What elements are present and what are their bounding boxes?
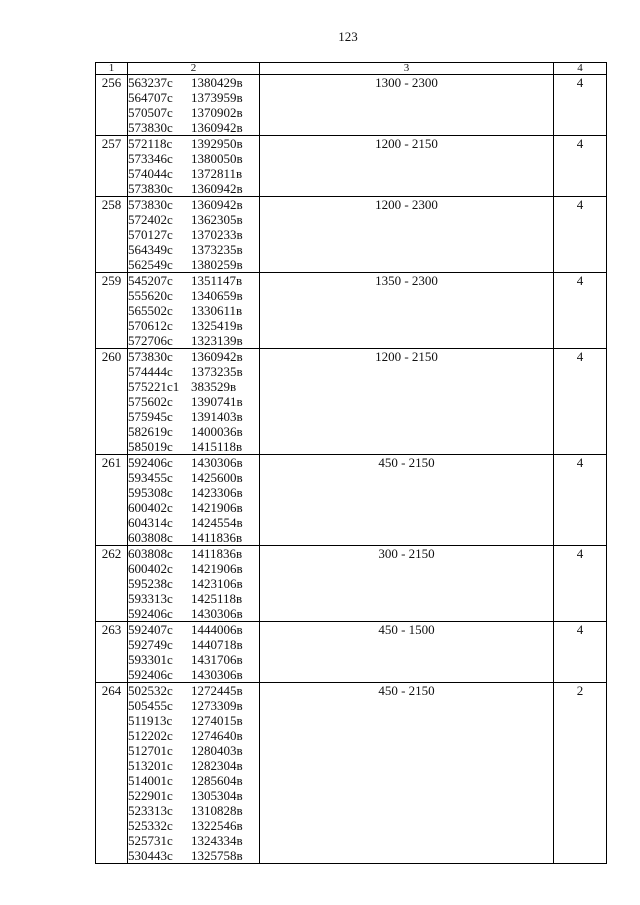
coordinate-longitude: 1351147в <box>191 273 243 288</box>
coordinate-longitude: 1400036в <box>191 424 243 439</box>
table-header-row <box>96 63 607 75</box>
coordinate-line <box>128 273 259 288</box>
coordinate-longitude: 1430306в <box>191 606 243 621</box>
table-row <box>96 683 607 864</box>
table-row <box>96 136 607 197</box>
coordinate-line <box>128 576 259 591</box>
coordinate-longitude: 1285604в <box>191 773 243 788</box>
coordinate-latitude: 573346с <box>128 151 173 166</box>
coordinate-latitude: 603808с <box>128 530 173 545</box>
row-number-cell <box>96 622 128 683</box>
coordinate-latitude: 573830с <box>128 120 173 135</box>
coordinate-line <box>128 257 259 272</box>
coordinate-latitude: 570612с <box>128 318 173 333</box>
coordinate-longitude: 1280403в <box>191 743 243 758</box>
table-row <box>96 349 607 455</box>
row-number-cell <box>96 197 128 273</box>
coordinate-longitude: 1340659в <box>191 288 243 303</box>
coordinate-longitude: 1360942в <box>191 349 243 364</box>
page-number: 123 <box>338 29 358 44</box>
range-value: 450 - 2150 <box>378 455 435 470</box>
coordinate-latitude: 595308с <box>128 485 173 500</box>
table-row <box>96 75 607 136</box>
coordinate-line <box>128 773 259 788</box>
coordinate-longitude: 1424554в <box>191 515 243 530</box>
coordinate-longitude: 1373959в <box>191 90 243 105</box>
coordinate-longitude: 1430306в <box>191 667 243 682</box>
coordinate-line <box>128 758 259 773</box>
coordinate-longitude: 1362305в <box>191 212 243 227</box>
header-col-1: 1 <box>96 63 128 75</box>
coordinate-latitude: 592749с <box>128 637 173 652</box>
row-number-cell <box>96 455 128 546</box>
row-number-cell <box>96 273 128 349</box>
coordinate-latitude: 525731с <box>128 833 173 848</box>
coordinate-line <box>128 788 259 803</box>
coordinate-line <box>128 379 259 394</box>
table-row <box>96 197 607 273</box>
coordinate-latitude: 592406с <box>128 455 173 470</box>
value-cell <box>554 197 607 273</box>
coordinate-latitude: 573830с <box>128 349 173 364</box>
column-4-value: 4 <box>576 136 584 151</box>
range-cell <box>260 75 554 136</box>
coordinate-latitude: 604314с <box>128 515 173 530</box>
coordinate-line <box>128 546 259 561</box>
coordinate-longitude: 1390741в <box>191 394 243 409</box>
coordinate-longitude: 1274015в <box>191 713 243 728</box>
value-cell <box>554 546 607 622</box>
coordinate-line <box>128 197 259 212</box>
row-number: 261 <box>101 455 122 470</box>
coordinate-line <box>128 728 259 743</box>
coordinate-longitude: 1310828в <box>191 803 243 818</box>
range-cell <box>260 197 554 273</box>
coordinate-line <box>128 652 259 667</box>
coordinate-longitude: 383529в <box>191 379 237 394</box>
coordinate-line <box>128 818 259 833</box>
coordinates-cell <box>128 136 260 197</box>
range-value: 450 - 1500 <box>378 622 435 637</box>
coordinate-line <box>128 743 259 758</box>
coordinates-cell <box>128 455 260 546</box>
coordinates-table <box>95 62 607 864</box>
coordinate-latitude: 593301с <box>128 652 173 667</box>
coordinate-latitude: 600402с <box>128 500 173 515</box>
coordinate-line <box>128 394 259 409</box>
coordinate-longitude: 1425118в <box>191 591 243 606</box>
coordinate-line <box>128 561 259 576</box>
coordinate-latitude: 574044с <box>128 166 173 181</box>
coordinate-longitude: 1380050в <box>191 151 243 166</box>
coordinate-longitude: 1415118в <box>191 439 243 454</box>
coordinate-latitude: 600402с <box>128 561 173 576</box>
coordinate-longitude: 1430306в <box>191 455 243 470</box>
coordinates-cell <box>128 273 260 349</box>
table-row <box>96 546 607 622</box>
header-col-3: 3 <box>260 63 554 75</box>
coordinate-longitude: 1421906в <box>191 561 243 576</box>
row-number-cell <box>96 349 128 455</box>
column-4-value: 4 <box>576 546 584 561</box>
table-row <box>96 455 607 546</box>
coordinate-longitude: 1282304в <box>191 758 243 773</box>
coordinate-line <box>128 181 259 196</box>
table-row <box>96 273 607 349</box>
column-4-value: 4 <box>576 349 584 364</box>
coordinates-cell <box>128 349 260 455</box>
coordinate-line <box>128 409 259 424</box>
coordinate-latitude: 570507с <box>128 105 173 120</box>
coordinate-latitude: 525332с <box>128 818 173 833</box>
coordinate-latitude: 574444с <box>128 364 173 379</box>
range-value: 1200 - 2150 <box>375 136 438 151</box>
value-cell <box>554 683 607 864</box>
coordinate-line <box>128 637 259 652</box>
coordinate-longitude: 1440718в <box>191 637 243 652</box>
coordinate-latitude: 545207с <box>128 273 173 288</box>
coordinate-line <box>128 90 259 105</box>
coordinate-latitude: 513201с <box>128 758 173 773</box>
coordinate-line <box>128 166 259 181</box>
coordinate-longitude: 1272445в <box>191 683 243 698</box>
coordinate-line <box>128 683 259 698</box>
coordinate-longitude: 1360942в <box>191 120 243 135</box>
coordinate-longitude: 1370902в <box>191 105 243 120</box>
row-number: 264 <box>101 683 122 698</box>
table-row <box>96 622 607 683</box>
coordinate-latitude: 592407с <box>128 622 173 637</box>
row-number: 258 <box>101 197 122 212</box>
column-4-value: 4 <box>576 455 584 470</box>
range-cell <box>260 622 554 683</box>
coordinate-longitude: 1380259в <box>191 257 243 272</box>
coordinate-line <box>128 713 259 728</box>
coordinate-longitude: 1411836в <box>191 546 243 561</box>
column-4-value: 4 <box>576 273 584 288</box>
coordinate-latitude: 564349с <box>128 242 173 257</box>
coordinate-line <box>128 848 259 863</box>
coordinate-longitude: 1325419в <box>191 318 243 333</box>
coordinate-line <box>128 136 259 151</box>
row-number: 263 <box>101 622 122 637</box>
range-value: 1200 - 2150 <box>375 349 438 364</box>
coordinate-longitude: 1370233в <box>191 227 243 242</box>
coordinate-longitude: 1360942в <box>191 197 243 212</box>
row-number-cell <box>96 75 128 136</box>
range-cell <box>260 349 554 455</box>
row-number-cell <box>96 136 128 197</box>
coordinates-cell <box>128 622 260 683</box>
row-number: 260 <box>101 349 122 364</box>
coordinate-line <box>128 288 259 303</box>
range-value: 1350 - 2300 <box>375 273 438 288</box>
coordinate-longitude: 1322546в <box>191 818 243 833</box>
coordinate-latitude: 573830с <box>128 197 173 212</box>
coordinate-latitude: 530443с <box>128 848 173 863</box>
coordinate-latitude: 572402с <box>128 212 173 227</box>
coordinate-latitude: 575945с <box>128 409 173 424</box>
coordinate-line <box>128 606 259 621</box>
coordinate-line <box>128 515 259 530</box>
column-4-value: 2 <box>576 683 584 698</box>
coordinate-longitude: 1325758в <box>191 848 243 863</box>
coordinate-longitude: 1444006в <box>191 622 243 637</box>
coordinate-latitude: 564707с <box>128 90 173 105</box>
coordinate-longitude: 1423106в <box>191 576 243 591</box>
row-number-cell <box>96 546 128 622</box>
coordinate-line <box>128 591 259 606</box>
value-cell <box>554 75 607 136</box>
coordinate-latitude: 585019с <box>128 439 173 454</box>
coordinate-longitude: 1305304в <box>191 788 243 803</box>
coordinate-latitude: 512202с <box>128 728 173 743</box>
coordinate-latitude: 570127с <box>128 227 173 242</box>
coordinate-longitude: 1330611в <box>191 303 243 318</box>
coordinate-longitude: 1411836в <box>191 530 243 545</box>
coordinate-line <box>128 622 259 637</box>
coordinate-latitude: 522901с <box>128 788 173 803</box>
coordinate-latitude: 505455с <box>128 698 173 713</box>
header-col-2: 2 <box>128 63 260 75</box>
range-value: 450 - 2150 <box>378 683 435 698</box>
coordinate-latitude: 582619с <box>128 424 173 439</box>
coordinate-latitude: 523313с <box>128 803 173 818</box>
coordinate-longitude: 1431706в <box>191 652 243 667</box>
coordinate-line <box>128 667 259 682</box>
row-number: 262 <box>101 546 122 561</box>
row-number: 257 <box>101 136 122 151</box>
coordinate-latitude: 572706с <box>128 333 173 348</box>
coordinates-cell <box>128 75 260 136</box>
row-number: 256 <box>101 75 122 90</box>
coordinate-line <box>128 530 259 545</box>
coordinate-longitude: 1360942в <box>191 181 243 196</box>
coordinate-longitude: 1425600в <box>191 470 243 485</box>
coordinate-line <box>128 227 259 242</box>
coordinates-cell <box>128 546 260 622</box>
coordinate-line <box>128 105 259 120</box>
range-value: 300 - 2150 <box>378 546 435 561</box>
coordinate-longitude: 1423306в <box>191 485 243 500</box>
coordinate-line <box>128 318 259 333</box>
range-cell <box>260 273 554 349</box>
coordinate-latitude: 595238с <box>128 576 173 591</box>
coordinate-line <box>128 424 259 439</box>
coordinate-longitude: 1373235в <box>191 242 243 257</box>
coordinate-line <box>128 803 259 818</box>
range-cell <box>260 136 554 197</box>
coordinate-longitude: 1373235в <box>191 364 243 379</box>
coordinate-line <box>128 833 259 848</box>
coordinate-latitude: 512701с <box>128 743 173 758</box>
coordinate-latitude: 565502с <box>128 303 173 318</box>
coordinate-latitude: 592406с <box>128 667 173 682</box>
coordinate-line <box>128 485 259 500</box>
coordinate-line <box>128 349 259 364</box>
coordinate-longitude: 1372811в <box>191 166 243 181</box>
coordinate-latitude: 593313с <box>128 591 173 606</box>
coordinate-line <box>128 455 259 470</box>
coordinate-line <box>128 470 259 485</box>
row-number: 259 <box>101 273 122 288</box>
value-cell <box>554 349 607 455</box>
coordinate-longitude: 1392950в <box>191 136 243 151</box>
coordinate-latitude: 575602с <box>128 394 173 409</box>
column-4-value: 4 <box>576 197 584 212</box>
value-cell <box>554 455 607 546</box>
coordinate-line <box>128 242 259 257</box>
range-cell <box>260 546 554 622</box>
coordinate-longitude: 1274640в <box>191 728 243 743</box>
coordinate-latitude: 562549с <box>128 257 173 272</box>
coordinate-latitude: 511913с <box>128 713 173 728</box>
coordinate-latitude: 514001с <box>128 773 173 788</box>
coordinate-latitude: 593455с <box>128 470 173 485</box>
coordinate-longitude: 1421906в <box>191 500 243 515</box>
coordinate-longitude: 1273309в <box>191 698 243 713</box>
coordinate-latitude: 502532с <box>128 683 173 698</box>
coordinate-line <box>128 151 259 166</box>
value-cell <box>554 136 607 197</box>
coordinate-longitude: 1323139в <box>191 333 243 348</box>
coordinate-line <box>128 364 259 379</box>
coordinates-cell <box>128 683 260 864</box>
range-cell <box>260 455 554 546</box>
coordinate-line <box>128 333 259 348</box>
coordinate-line <box>128 500 259 515</box>
coordinate-latitude: 563237с <box>128 75 173 90</box>
coordinate-latitude: 555620с <box>128 288 173 303</box>
coordinate-latitude: 603808с <box>128 546 173 561</box>
range-value: 1200 - 2300 <box>375 197 438 212</box>
coordinate-line <box>128 303 259 318</box>
coordinate-line <box>128 698 259 713</box>
range-cell <box>260 683 554 864</box>
range-value: 1300 - 2300 <box>375 75 438 90</box>
coordinate-latitude: 572118с <box>128 136 173 151</box>
coordinate-line <box>128 439 259 454</box>
column-4-value: 4 <box>576 622 584 637</box>
coordinate-line <box>128 120 259 135</box>
coordinate-latitude: 573830с <box>128 181 173 196</box>
table-body <box>96 75 607 864</box>
coordinate-latitude: 575221с1 <box>128 379 180 394</box>
coordinates-cell <box>128 197 260 273</box>
header-col-4: 4 <box>554 63 607 75</box>
coordinate-line <box>128 75 259 90</box>
row-number-cell <box>96 683 128 864</box>
coordinate-latitude: 592406с <box>128 606 173 621</box>
column-4-value: 4 <box>576 75 584 90</box>
value-cell <box>554 622 607 683</box>
coordinate-longitude: 1391403в <box>191 409 243 424</box>
coordinate-longitude: 1380429в <box>191 75 243 90</box>
value-cell <box>554 273 607 349</box>
coordinate-longitude: 1324334в <box>191 833 243 848</box>
coordinate-line <box>128 212 259 227</box>
